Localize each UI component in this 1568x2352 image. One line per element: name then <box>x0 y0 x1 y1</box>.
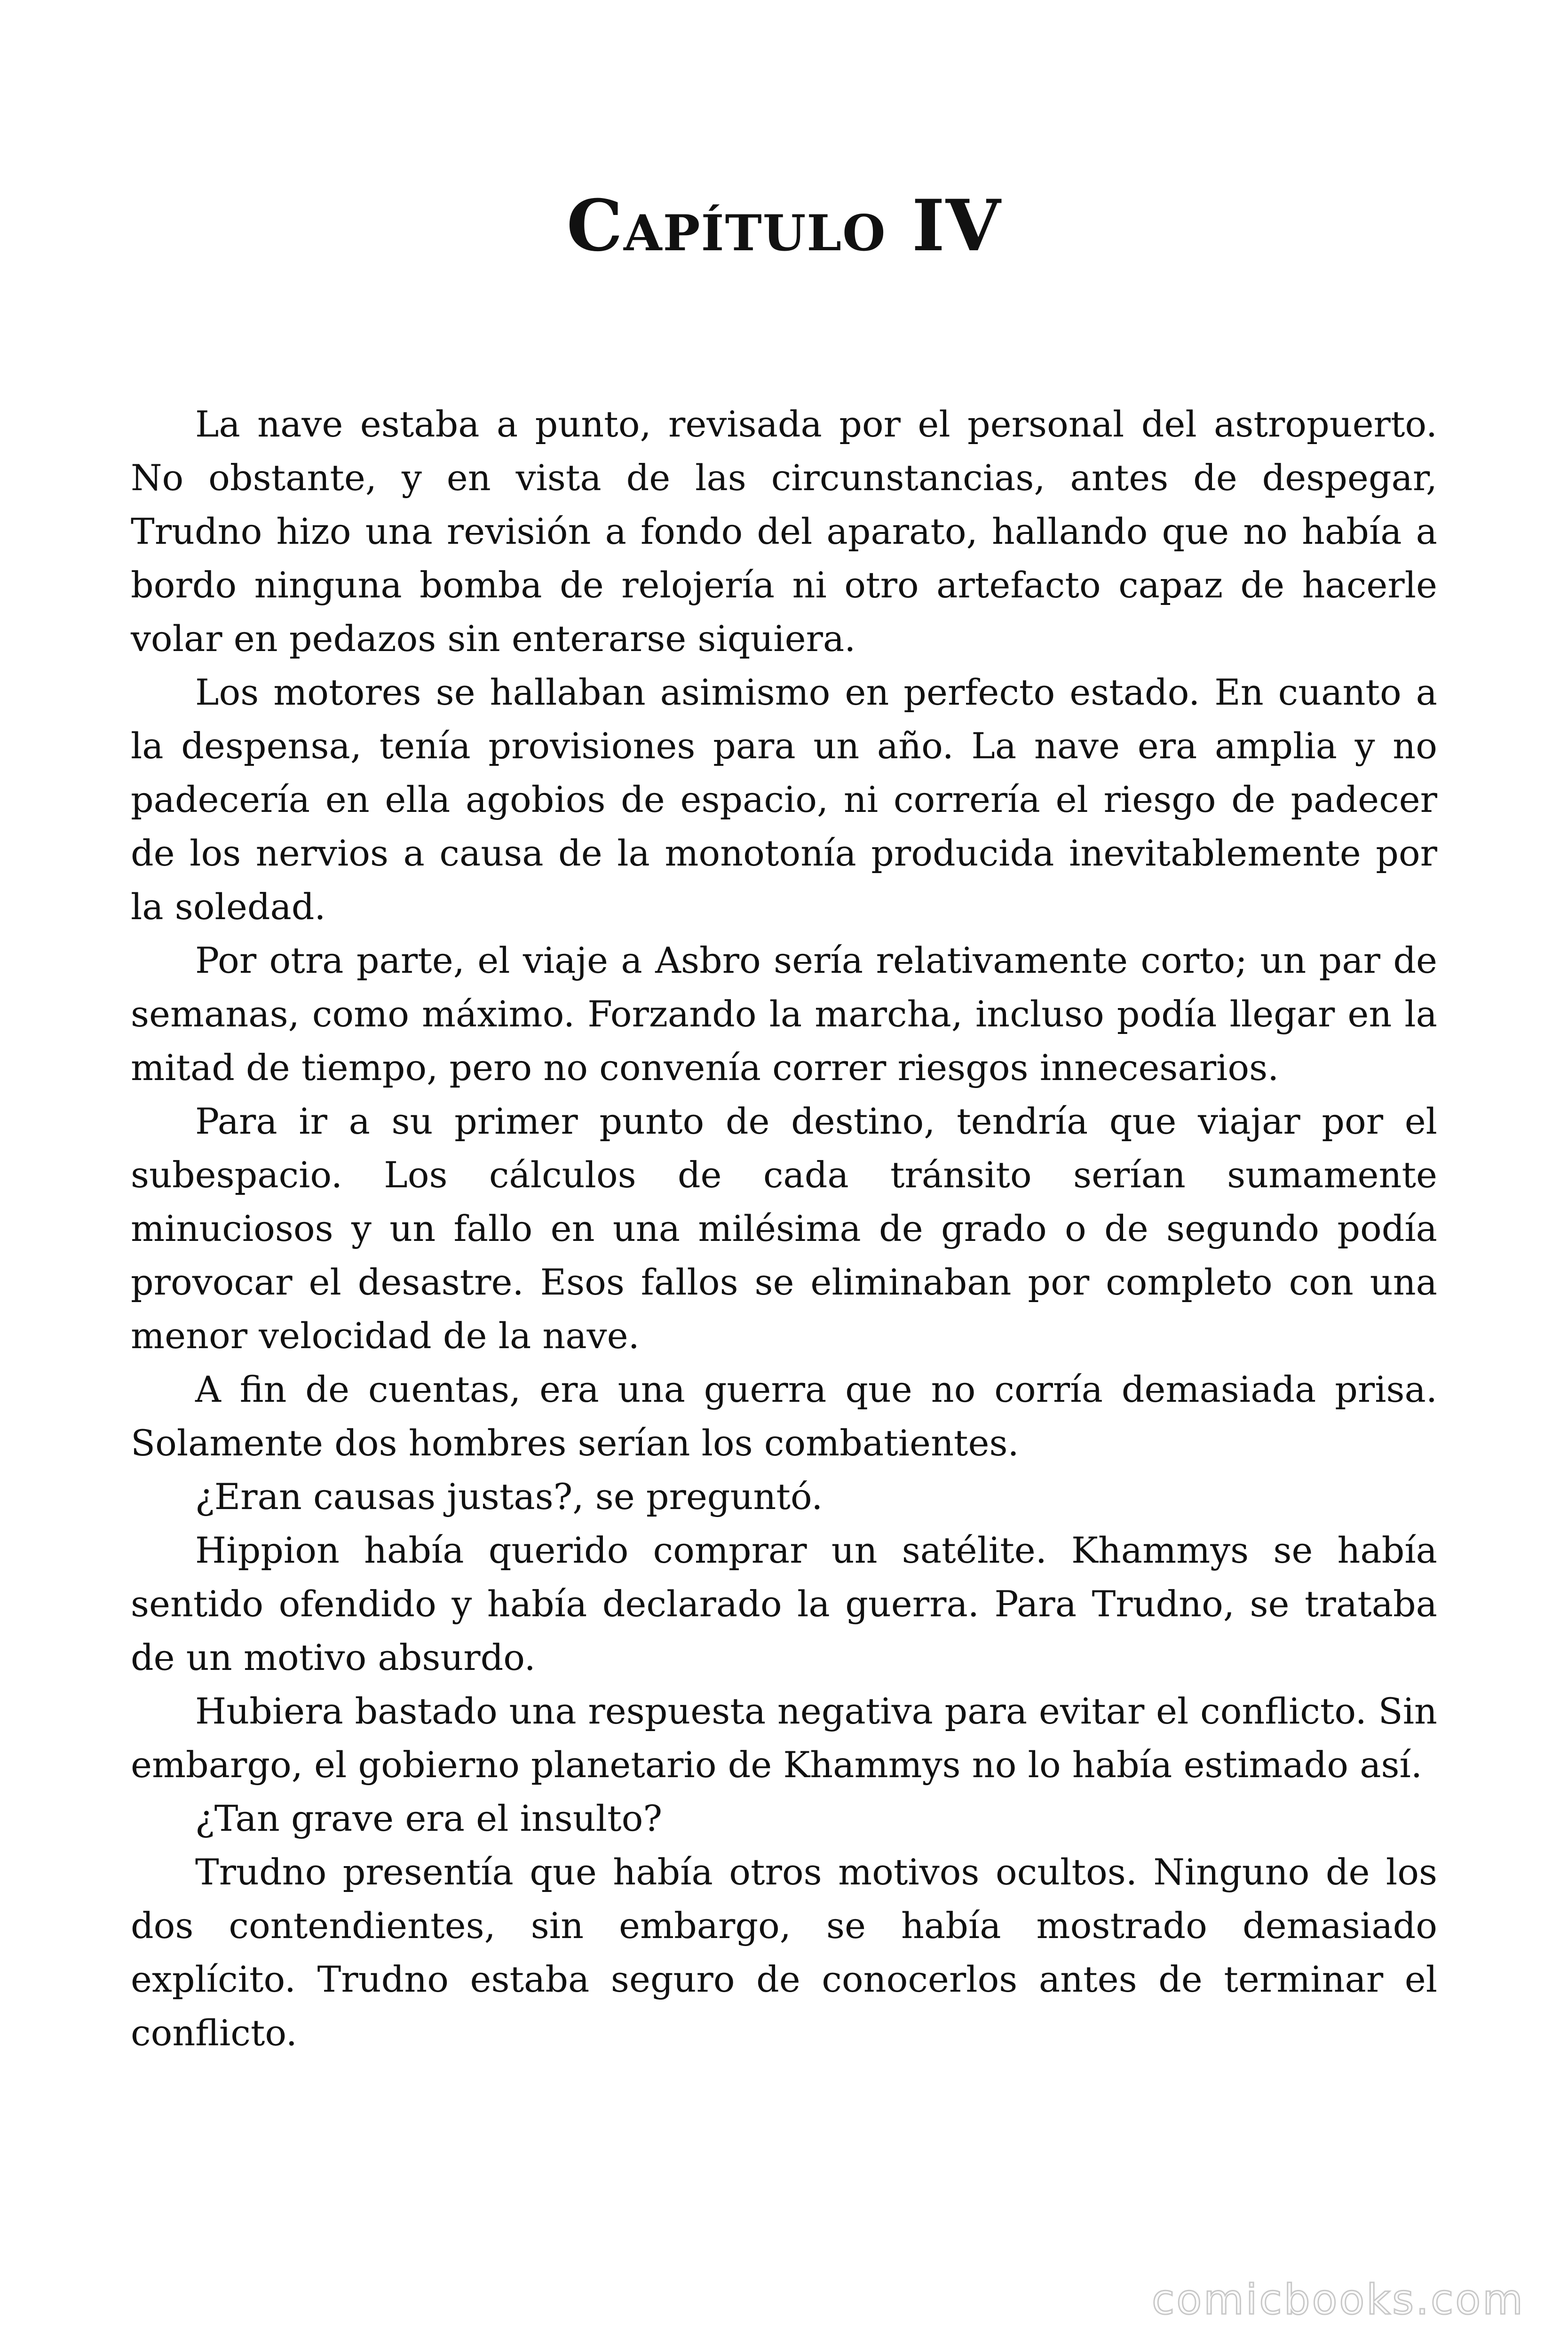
paragraph: Hubiera bastado una respuesta negativa para evitar el conflicto. Sin embargo, el gobierno planetario de Khammys no lo había estimado así. <box>131 1690 1437 1786</box>
watermark: comicbooks.com <box>1151 2275 1525 2324</box>
chapter-body <box>131 397 1437 2060</box>
paragraph: ¿Tan grave era el insulto? <box>195 1797 663 1839</box>
paragraph: A fin de cuentas, era una guerra que no corría demasiada prisa. Solamente dos hombres serían los combatientes. <box>131 1368 1437 1464</box>
chapter-title-text: Capítulo IV <box>566 184 1002 267</box>
paragraph: La nave estaba a punto, revisada por el personal del astropuerto. No obstante, y en vista de las circunstancias, antes de despegar, Trudno hizo una revisión a fondo del aparato, hallando que no había a bordo ninguna bomba de relojería ni otro artefacto capaz de hacerle volar en pedazos sin enterarse siquiera. <box>131 403 1437 660</box>
paragraph: Hippion había querido comprar un satélite. Khammys se había sentido ofendido y había declarado la guerra. Para Trudno, se trataba de un motivo absurdo. <box>131 1529 1437 1678</box>
paragraph: Para ir a su primer punto de destino, tendría que viajar por el subespacio. Los cálculos de cada tránsito serían sumamente minuciosos y un fallo en una milésima de grado o de segundo podía provocar el desastre. Esos fallos se eliminaban por completo con una menor velocidad de la nave. <box>131 1100 1437 1357</box>
chapter-title <box>0 179 1568 273</box>
paragraph: Por otra parte, el viaje a Asbro sería relativamente corto; un par de semanas, como máximo. Forzando la marcha, incluso podía llegar en la mitad de tiempo, pero no convenía correr riesgos innecesarios. <box>131 939 1437 1089</box>
paragraph: Trudno presentía que había otros motivos ocultos. Ninguno de los dos contendientes, sin embargo, se había mostrado demasiado explícito. Trudno estaba seguro de conocerlos antes de terminar el conflicto. <box>131 1851 1437 2054</box>
paragraph: ¿Eran causas justas?, se preguntó. <box>195 1476 823 1518</box>
paragraph: Los motores se hallaban asimismo en perfecto estado. En cuanto a la despensa, tenía provisiones para un año. La nave era amplia y no padecería en ella agobios de espacio, ni correría el riesgo de padecer de los nervios a causa de la monotonía producida inevitablemente por la soledad. <box>131 671 1437 928</box>
